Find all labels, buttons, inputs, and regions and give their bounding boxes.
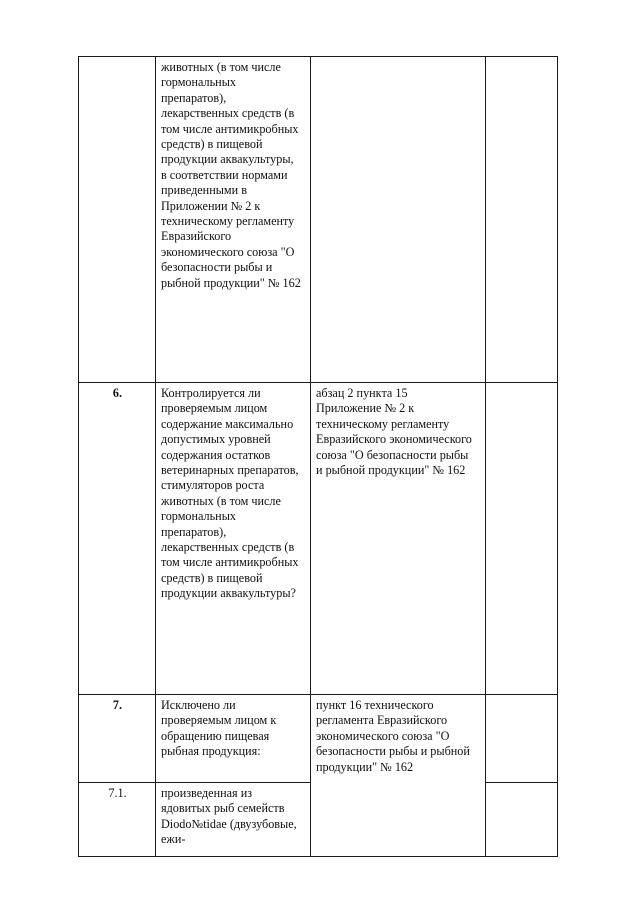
row-number: 6. (112, 386, 123, 400)
note-cell (486, 383, 558, 695)
note-cell (486, 57, 558, 383)
table-row (79, 57, 558, 383)
note-cell (486, 695, 558, 783)
question-text: произведенная из ядовитых рыб семейств Diodo№tidae (двузубовые, ежи- (161, 786, 297, 847)
row-number-cell (79, 783, 156, 857)
row-number: 7. (112, 698, 123, 712)
reference-cell (311, 57, 486, 383)
row-number-cell (79, 383, 156, 695)
question-cell (156, 695, 311, 783)
reference-text: пункт 16 технического регламента Евразийского экономического союза "О безопасности рыбы и рыбной продукции" № 162 (316, 698, 470, 774)
row-number-cell (79, 695, 156, 783)
reference-cell (311, 383, 486, 695)
row-number-cell (79, 57, 156, 383)
question-text: животных (в том числе гормональных препаратов), лекарственных средств (в том числе антимикробных средств) в пищевой продукции аквакультуры, в соответствии нормами приведенными в Приложении № 2 к техническому регламенту Евразийского экономического союза "О безопасности рыбы и рыбной продукции" № 162 (161, 60, 301, 290)
question-cell (156, 57, 311, 383)
reference-text: абзац 2 пункта 15 Приложение № 2 к техническому регламенту Евразийского экономического союза "О безопасности рыбы и рыбной продукции" № 162 (316, 386, 472, 478)
question-text: Исключено ли проверяемым лицом к обращению пищевая рыбная продукция: (161, 698, 277, 759)
reference-cell (311, 695, 486, 857)
note-cell (486, 783, 558, 857)
question-cell (156, 383, 311, 695)
question-text: Контролируется ли проверяемым лицом содержание максимально допустимых уровней содержания остатков ветеринарных препаратов, стимуляторов роста животных (в том числе гормональных препаратов), лекарственных средств (в том числе антимикробных средств) в пищевой продукции аквакультуры? (161, 386, 299, 601)
table-row (79, 383, 558, 695)
table-row (79, 695, 558, 783)
question-cell (156, 783, 311, 857)
checklist-table (78, 56, 558, 857)
row-number: 7.1. (108, 786, 127, 800)
